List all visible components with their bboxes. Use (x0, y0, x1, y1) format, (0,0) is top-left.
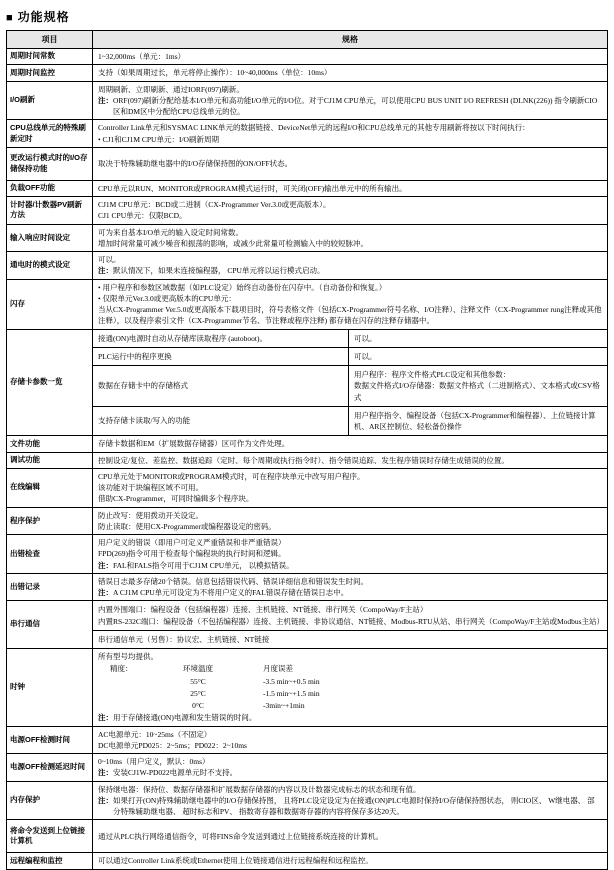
spec-line: CPU单元以RUN、MONITOR或PROGRAM模式运行时，可关闭(OFF)输出单元中的所有输出。 (98, 183, 407, 193)
spec-line: PLC运行中的程序更换 (98, 351, 172, 361)
item-label: 远程编程和监控 (7, 853, 93, 869)
spec-cell (93, 601, 608, 649)
item-label: 电源OFF检测时间 (7, 726, 93, 754)
spec-line: 所有型号均提供。 (98, 652, 158, 661)
stacked-sub-row (93, 601, 607, 631)
table-row (7, 224, 608, 252)
spec-line: AC电源单元：10~25ms（不固定） (98, 729, 212, 739)
spec-cell (93, 329, 608, 436)
spec-line: DC电源单元PD025：2~5ms；PD022：2~10ms (98, 740, 247, 750)
spec-line: 数据在存储卡中的存储格式 (98, 381, 188, 391)
spec-line: 用户程序指令、编程设备（包括CX-Programmer和编程器）、上位链接计算机、AR区控制位、轻松备份操作 (354, 410, 596, 431)
sub-row (93, 407, 607, 436)
spec-line: 可以。 (354, 333, 377, 343)
spec-cell (93, 507, 608, 535)
item-label: 串行通信 (7, 601, 93, 649)
item-label: 程序保护 (7, 507, 93, 535)
spec-line: Controller Link单元和SYSMAC LINK单元的数据链接、DeviceNet单元的远程I/O和CPU总线单元的其他专用刷新将按以下时间执行： (98, 123, 530, 133)
spec-line: 防止改写：使用拨动开关设定。 (98, 510, 203, 520)
spec-line: 注：FAL和FALS指令可用于CJ1M CPU单元， 以模拟错误。 (98, 560, 294, 570)
spec-line: 周期刷新、立即刷新、通过IORF(097)刷新。 (98, 84, 244, 94)
sub-row (93, 348, 607, 366)
table-row (7, 329, 608, 436)
column-header-item: 项目 (7, 31, 93, 49)
spec-line: 借助CX-Programmer，可同时编辑多个程序块。 (98, 494, 254, 504)
spec-line: 注：A CJ1M CPU单元可设定为不将用户定义的FAL错误存储在错误日志中。 (98, 588, 349, 597)
clock-table-row (98, 676, 602, 687)
spec-line: 用户程序：程序文件格式PLC设定和其他参数： (354, 370, 511, 379)
sub-item-label (93, 348, 349, 365)
spec-cell (93, 726, 608, 754)
spec-cell (93, 781, 608, 820)
spec-cell (93, 754, 608, 782)
section-bullet-icon: ■ (6, 12, 14, 24)
spec-cell (93, 279, 608, 329)
spec-line: 可以。 (354, 351, 377, 361)
spec-line: CPU单元处于MONITOR或PROGRAM模式时，可在程序块单元中改写用户程序。 (98, 471, 365, 481)
spec-line: 可为来自基本I/O单元的输入设定时间常数。 (98, 227, 243, 237)
spec-line: 该功能对于块编程区域不可用。 (98, 483, 203, 492)
spec-line: 防止读取：使用CX-Programmer或编程器设定的密码。 (98, 521, 276, 531)
spec-line: 保持继电器：保持位、数据存储器和扩展数据存储器的内容以及计数器完成标志的状态和现有值。 (98, 784, 421, 794)
stacked-sub-row (93, 631, 607, 648)
spec-cell (93, 468, 608, 507)
clock-table-row (98, 688, 602, 699)
clock-temp-value: 55°C (190, 676, 206, 686)
spec-cell (93, 197, 608, 225)
spec-line: 通过从PLC执行网络通信指令，可将FINS命令发送到通过上位链接系统连接的计算机。 (98, 831, 384, 841)
spec-line: 可以。 (98, 255, 121, 264)
clock-error-header: 月度误差 (263, 664, 293, 674)
item-label: 输入响应时间设定 (7, 224, 93, 252)
item-label: 出错记录 (7, 573, 93, 601)
item-label: I/O刷新 (7, 81, 93, 120)
clock-spacer (98, 676, 158, 687)
spec-line: 0~10ms（用户定义，默认：0ms） (98, 757, 210, 766)
item-label: 负载OFF功能 (7, 180, 93, 196)
spec-line: 可以通过Controller Link系统或Ethernet使用上位链接通信进行远程编程和远程监控。 (98, 856, 373, 866)
spec-cell (93, 452, 608, 468)
spec-cell (93, 120, 608, 148)
spec-line: FPD(269)指令可用于检查每个编程块的执行时间和逻辑。 (98, 549, 286, 559)
table-row (7, 49, 608, 65)
spec-line: 接通(ON)电源时自动从存储库读取程序 (autoboot)。 (98, 333, 267, 343)
spec-cell (93, 180, 608, 196)
spec-cell (93, 147, 608, 180)
spec-cell (93, 649, 608, 727)
page-title-text: 功能规格 (17, 10, 70, 24)
table-row (7, 468, 608, 507)
spec-cell (93, 820, 608, 853)
spec-cell (93, 65, 608, 81)
spec-cell (93, 81, 608, 120)
sub-row (93, 366, 607, 407)
spec-cell (93, 224, 608, 252)
sub-item-label (93, 366, 349, 406)
item-label: 时钟 (7, 649, 93, 727)
item-label: 存储卡参数一览 (7, 329, 93, 436)
table-row (7, 65, 608, 81)
clock-table-header (98, 663, 602, 674)
item-label: 通电时的模式设定 (7, 252, 93, 280)
sub-item-label (93, 407, 349, 436)
table-row (7, 649, 608, 727)
table-row (7, 147, 608, 180)
sub-item-value (349, 407, 607, 436)
spec-line: 控制设定/复位、差监控、数据追踪（定时、每个周期或执行指令时）、指令错误追踪、发生程序错误时存储生成错误的位置。 (98, 455, 509, 465)
spec-table-body (7, 49, 608, 870)
page-title (6, 8, 609, 25)
sub-item-value (349, 366, 607, 406)
spec-cell (93, 535, 608, 574)
table-row (7, 81, 608, 120)
clock-table-row (98, 700, 602, 711)
spec-line: 数据文件格式I/O存储器：数据文件格式（二进制格式）、文本格式或CSV格式 (354, 381, 600, 402)
spec-line: 注：安装CJ1W-PD022电源单元时不支持。 (98, 768, 238, 778)
sub-row (93, 330, 607, 348)
spec-line: • 用户程序和参数区域数据（如PLC设定）始终自动备份在闪存中。（自动备份和恢复。） (98, 282, 387, 292)
item-label: 调试功能 (7, 452, 93, 468)
spec-line: 存储卡数据和EM（扩展数据存储器）区可作为文件处理。 (98, 439, 290, 449)
item-label: 在线编辑 (7, 468, 93, 507)
clock-temp-value: 0°C (192, 701, 204, 710)
item-label: 内存保护 (7, 781, 93, 820)
item-label: 更改运行模式时的I/O存储保持功能 (7, 147, 93, 180)
item-label: 文件功能 (7, 436, 93, 452)
spec-line: 注：ORF(097)刷新分配给基本I/O单元和高功能I/O单元的I/O位。对于CJ1M CPU单元，可以使用CPU BUS UNIT I/O REFRESH (DLNK(226)) 指令刷新CIO区和DM区中分配给CPU总线单元的位。 (98, 95, 598, 116)
table-row (7, 535, 608, 574)
spec-cell (93, 853, 608, 869)
table-row (7, 507, 608, 535)
clock-spacer (98, 688, 158, 699)
spec-line: 支持（如果周期过长，单元将停止操作）：10~40,000ms（单位：10ms） (98, 68, 332, 78)
spec-cell (93, 573, 608, 601)
column-header-spec: 规格 (93, 31, 608, 49)
sub-item-value (349, 348, 607, 365)
item-label: 闪存 (7, 279, 93, 329)
table-row (7, 754, 608, 782)
table-row (7, 853, 608, 869)
clock-error-value: -3min~+1min (263, 701, 305, 710)
spec-line: 串行通信单元（另售）：协议宏、主机链接、NT链接 (98, 634, 270, 644)
item-label: 电源OFF检测延迟时间 (7, 754, 93, 782)
item-label: 计时器/计数器PV刷新方法 (7, 197, 93, 225)
table-row (7, 252, 608, 280)
table-row (7, 197, 608, 225)
clock-spacer (98, 700, 158, 711)
spec-line: 1~32,000ms（单元：1ms） (98, 52, 186, 61)
spec-line: CJ1M CPU单元：BCD或二进制（CX-Programmer Ver.3.0或更高版本）。 (98, 200, 331, 209)
spec-line: • CJ1和CJ1M CPU单元：I/O刷新周期 (98, 134, 219, 144)
spec-line: CJ1 CPU单元：仅限BCD。 (98, 211, 187, 221)
item-label: 将命令发送到上位链接计算机 (7, 820, 93, 853)
spec-line: 错误日志最多存储20个错误。信息包括错误代码、错误详细信息和错误发生时间。 (98, 576, 368, 586)
spec-line: 注：如果打开(ON)特殊辅助继电器中的I/O存储保持图， 且将PLC设定设定为在接通(ON)PLC电源时保持I/O存储保持图状态， 则CIO区、 W继电器、 部分特殊辅助继电器、 超时标志和PV、 指数寄存器和数据寄存器的内容将保存多达20天。 (98, 795, 595, 816)
item-label: 周期时间常数 (7, 49, 93, 65)
table-row (7, 726, 608, 754)
spec-line: 取决于特殊辅助继电器中的I/O存储保持图的ON/OFF状态。 (98, 159, 293, 169)
spec-line: 用户定义的错误（即用户可定义严重错误和非严重错误） (98, 538, 286, 547)
spec-line: 内置外围端口：编程设备（包括编程器）连接、主机链接、NT链接、串行网关（CompoWay/F主站） (98, 605, 428, 615)
spec-line: 支持存储卡读取/写入的功能 (98, 416, 191, 426)
table-row (7, 120, 608, 148)
spec-line: 内置RS-232C端口：编程设备（不包括编程器）连接、主机链接、非协议通信、NT链接、Modbus-RTU从站、串行网关（CompoWay/F主站或Modbus主站） (98, 616, 605, 626)
clock-temp-value: 25°C (190, 688, 206, 698)
spec-line: • 仅限单元Ver.3.0或更高版本的CPU单元： (98, 293, 236, 303)
spec-line: 增加时间常量可减少噪音和振荡的影响，或减少此常量可检测输入中的较短脉冲。 (98, 238, 368, 248)
table-header-row (7, 31, 608, 49)
spec-line: 注：默认情况下，如果未连接编程器， CPU单元将以运行模式启动。 (98, 266, 325, 276)
table-row (7, 820, 608, 853)
table-row (7, 180, 608, 196)
clock-error-value: -1.5 min~+1.5 min (263, 688, 320, 698)
spec-line: 当从CX-Programmer Ver.5.0或更高版本下载项目时，符号表格文件（包括CX-Programmer符号名称、I/O注释）、注释文件（CX-Programmer rung注释或其他注释），以及程序索引文件（CX-Programmer节名、节注释或程序注释) 都存储在闪存的注释存储器中。 (98, 305, 602, 326)
table-row (7, 573, 608, 601)
clock-temp-header: 环境温度 (183, 664, 213, 674)
table-row (7, 452, 608, 468)
spec-cell (93, 436, 608, 452)
clock-error-value: -3.5 min~+0.5 min (263, 676, 320, 686)
item-label: CPU总线单元的特殊刷新定时 (7, 120, 93, 148)
sub-item-value (349, 330, 607, 347)
item-label: 出错检查 (7, 535, 93, 574)
item-label: 周期时间监控 (7, 65, 93, 81)
sub-item-label (93, 330, 349, 347)
table-row (7, 279, 608, 329)
spec-cell (93, 252, 608, 280)
spec-line: 注：用于存储接通(ON)电源和发生错误的时间。 (98, 713, 257, 723)
clock-accuracy-label: 精度： (110, 664, 133, 674)
spec-cell (93, 49, 608, 65)
table-row (7, 436, 608, 452)
table-row (7, 781, 608, 820)
spec-table (6, 30, 608, 870)
table-row (7, 601, 608, 649)
